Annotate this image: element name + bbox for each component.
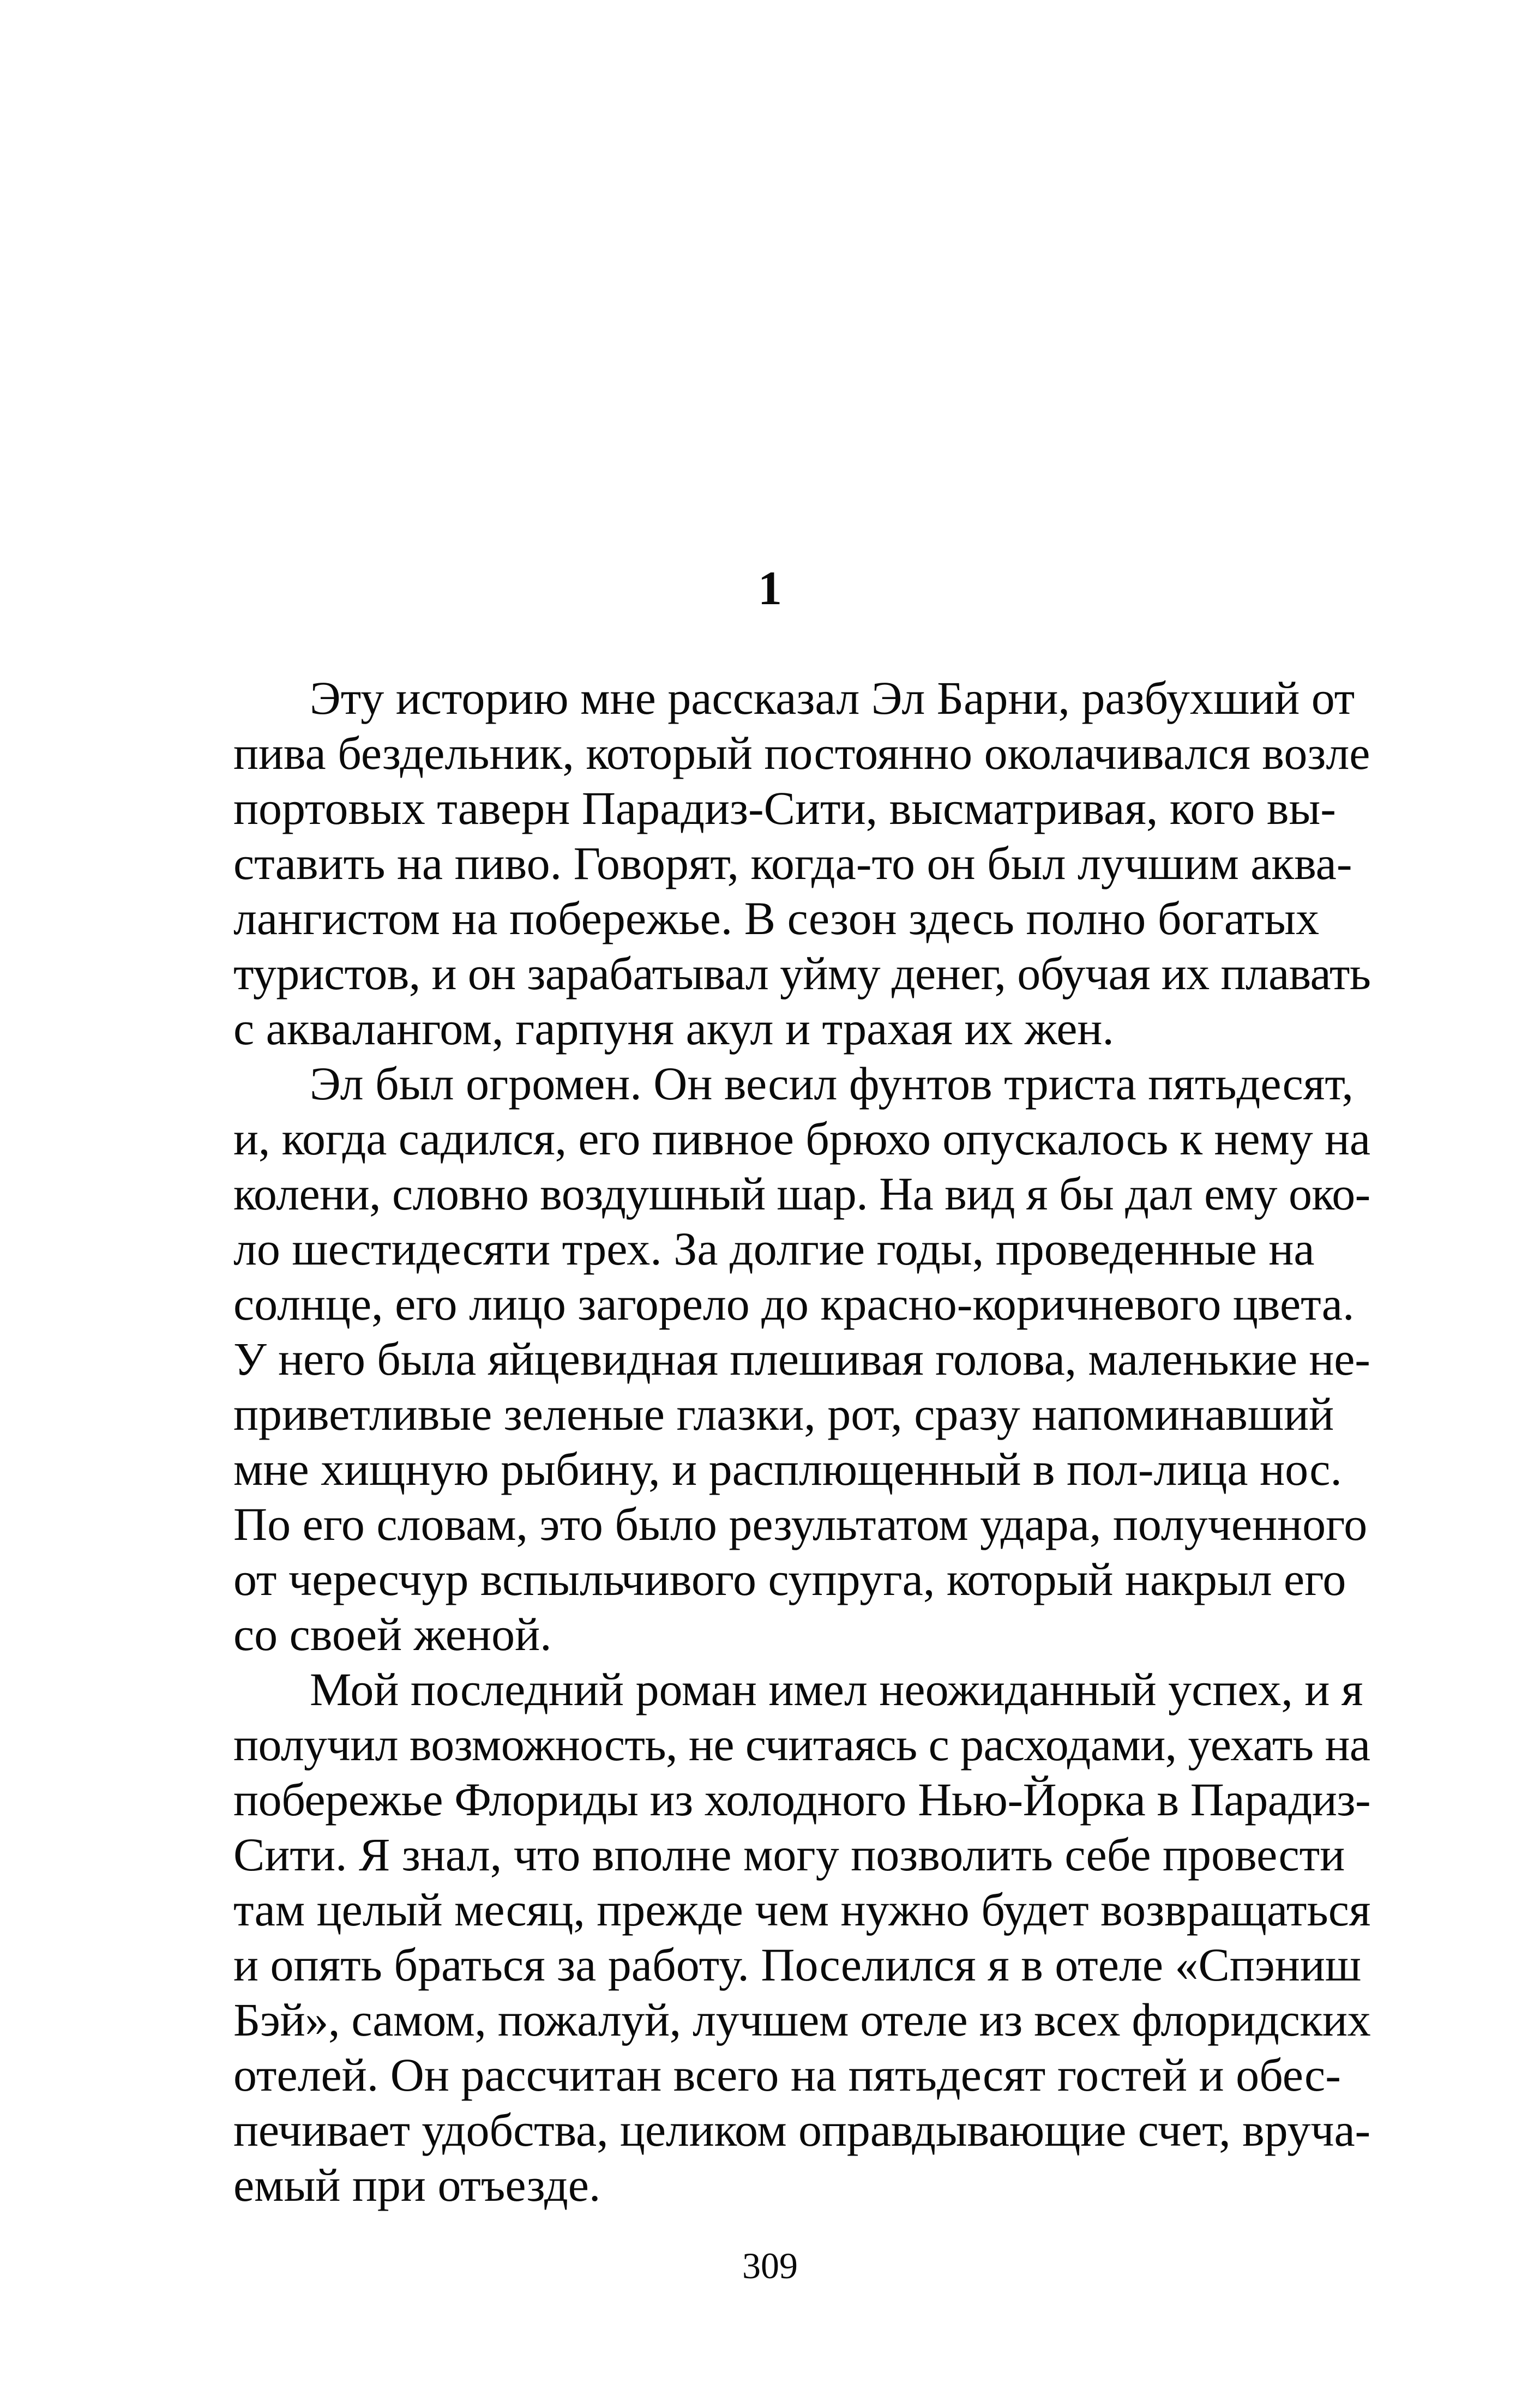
text-line: Эл был огромен. Он весил фунтов триста пятьдесят, xyxy=(310,1057,1354,1110)
text-line: туристов, и он зарабатывал уйму денег, обучая их плавать xyxy=(233,947,1371,1000)
text-line: пива бездельник, который постоянно околачивался возле xyxy=(233,727,1370,779)
text-line: Бэй», самом, пожалуй, лучшем отеле из всех флоридских xyxy=(233,1994,1371,2046)
text-line: и опять браться за работу. Поселился я в отеле «Спэниш xyxy=(233,1938,1362,1991)
text-line: от чересчур вспыльчивого супруга, который накрыл его xyxy=(233,1553,1346,1605)
text-line: ло шестидесяти трех. За долгие годы, проведенные на xyxy=(233,1223,1315,1275)
text-line: там целый месяц, прежде чем нужно будет возвращаться xyxy=(233,1883,1371,1936)
text-line: приветливые зеленые глазки, рот, сразу напоминавший xyxy=(233,1388,1334,1440)
paragraph xyxy=(157,1056,1370,1662)
text-line: со своей женой. xyxy=(233,1608,552,1660)
text-line: Сити. Я знал, что вполне могу позволить себе провести xyxy=(233,1828,1345,1881)
text-line: емый при отъезде. xyxy=(233,2159,601,2211)
paragraph xyxy=(157,1662,1370,2213)
paragraph xyxy=(157,671,1370,1056)
text-line: печивает удобства, целиком оправдывающие счет, вруча- xyxy=(233,2104,1371,2156)
chapter-number: 1 xyxy=(758,562,782,615)
text-line: ставить на пиво. Говорят, когда-то он был лучшим аква- xyxy=(233,837,1352,889)
text-line: Эту историю мне рассказал Эл Барни, разбухший от xyxy=(310,672,1355,724)
text-line: отелей. Он рассчитан всего на пятьдесят гостей и обес- xyxy=(233,2049,1341,2101)
text-line: лангистом на побережье. В сезон здесь полно богатых xyxy=(233,892,1320,944)
text-line: с аквалангом, гарпуня акул и трахая их жен. xyxy=(233,1002,1114,1055)
text-line: По его словам, это было результатом удара, полученного xyxy=(233,1498,1368,1550)
text-line: и, когда садился, его пивное брюхо опускалось к нему на xyxy=(233,1112,1370,1165)
page-number: 309 xyxy=(742,2245,798,2286)
text-line: солнце, его лицо загорело до красно-коричневого цвета. xyxy=(233,1278,1355,1330)
text-line: побережье Флориды из холодного Нью-Йорка в Парадиз- xyxy=(233,1773,1371,1826)
text-line: портовых таверн Парадиз-Сити, высматривая, кого вы- xyxy=(233,782,1336,834)
text-line: получил возможность, не считаясь с расходами, уехать на xyxy=(233,1718,1370,1771)
text-line: Мой последний роман имел неожиданный успех, и я xyxy=(310,1663,1363,1715)
text-line: мне хищную рыбину, и расплющенный в пол-лица нос. xyxy=(233,1443,1342,1495)
body-text xyxy=(157,671,1370,2213)
text-line: колени, словно воздушный шар. На вид я бы дал ему око- xyxy=(233,1167,1370,1220)
text-line: У него была яйцевидная плешивая голова, маленькие не- xyxy=(233,1333,1370,1385)
